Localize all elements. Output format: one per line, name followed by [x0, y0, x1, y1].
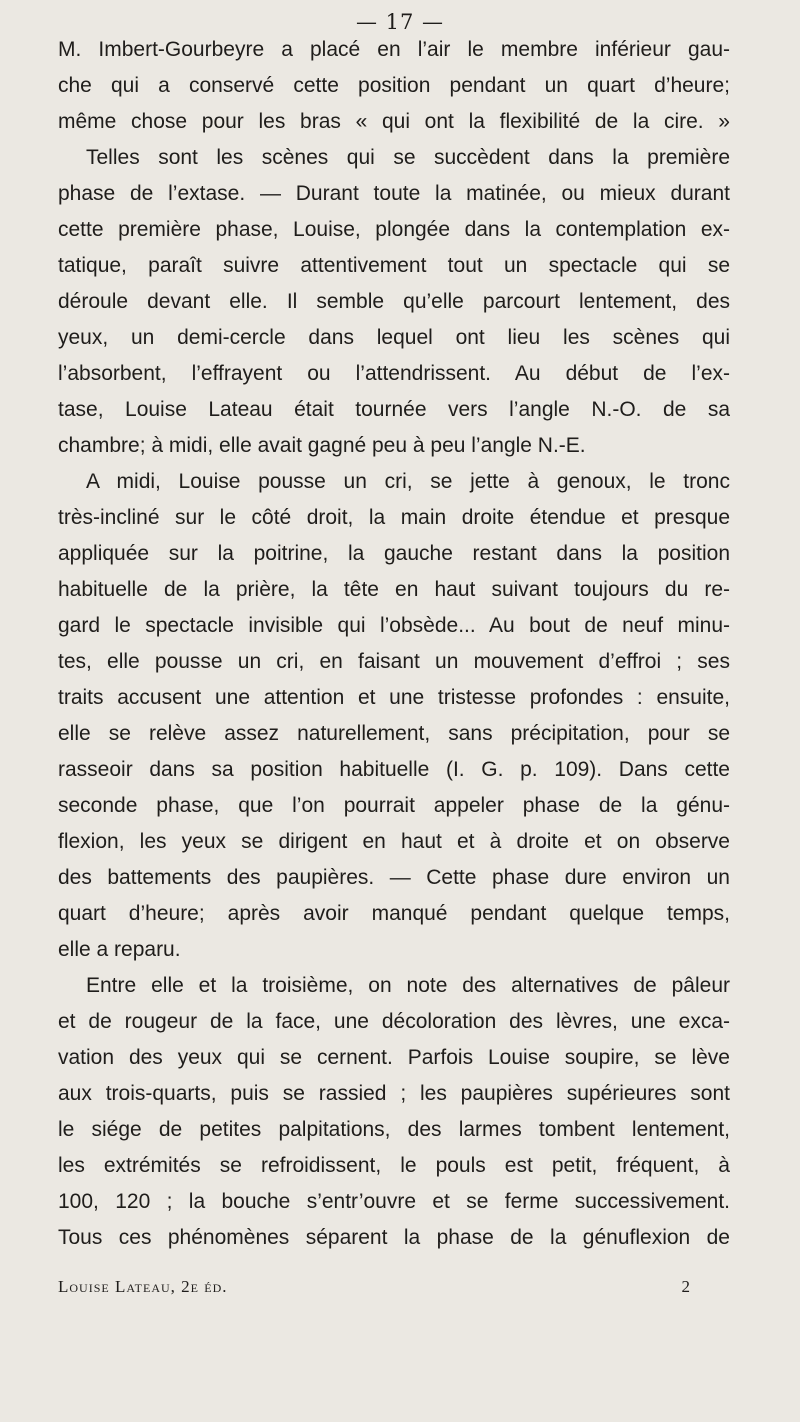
- text-line: Entre elle et la troisième, on note des alternatives de pâleur: [86, 974, 730, 997]
- text-line: aux trois-quarts, puis se rassied ; les paupières supérieures sont: [58, 1082, 730, 1105]
- text-line: traits accusent une attention et une tristesse profondes : ensuite,: [58, 686, 730, 709]
- text-line: Telles sont les scènes qui se succèdent dans la première: [86, 146, 730, 169]
- text-line: même chose pour les bras « qui ont la flexibilité de la cire. »: [58, 110, 730, 133]
- text-line: tes, elle pousse un cri, en faisant un mouvement d’effroi ; ses: [58, 650, 730, 673]
- body-text: [58, 32, 730, 1256]
- text-line: tase, Louise Lateau était tournée vers l’angle N.-O. de sa: [58, 398, 730, 421]
- text-line: elle se relève assez naturellement, sans précipitation, pour se: [58, 722, 730, 745]
- text-line: des battements des paupières. — Cette phase dure environ un: [58, 866, 730, 889]
- text-line: cette première phase, Louise, plongée dans la contemplation ex-: [58, 218, 730, 241]
- text-line: seconde phase, que l’on pourrait appeler phase de la génu-: [58, 794, 730, 817]
- text-line: elle a reparu.: [58, 938, 181, 961]
- text-line: chambre; à midi, elle avait gagné peu à peu l’angle N.-E.: [58, 434, 586, 457]
- text-line: phase de l’extase. — Durant toute la matinée, ou mieux durant: [58, 182, 730, 205]
- text-line: les extrémités se refroidissent, le pouls est petit, fréquent, à: [58, 1154, 730, 1177]
- text-line: flexion, les yeux se dirigent en haut et à droite et on observe: [58, 830, 730, 853]
- text-line: rasseoir dans sa position habituelle (I. G. p. 109). Dans cette: [58, 758, 730, 781]
- text-line: quart d’heure; après avoir manqué pendant quelque temps,: [58, 902, 730, 925]
- text-line: 100, 120 ; la bouche s’entr’ouvre et se ferme successivement.: [58, 1190, 730, 1213]
- text-line: vation des yeux qui se cernent. Parfois Louise soupire, se lève: [58, 1046, 730, 1069]
- text-line: appliquée sur la poitrine, la gauche restant dans la position: [58, 542, 730, 565]
- text-line: le siége de petites palpitations, des larmes tombent lentement,: [58, 1118, 730, 1141]
- text-line: Tous ces phénomènes séparent la phase de la génuflexion de: [58, 1226, 730, 1249]
- text-line: et de rougeur de la face, une décoloration des lèvres, une exca-: [58, 1010, 730, 1033]
- text-line: déroule devant elle. Il semble qu’elle parcourt lentement, des: [58, 290, 730, 313]
- text-line: tatique, paraît suivre attentivement tout un spectacle qui se: [58, 254, 730, 277]
- text-line: très-incliné sur le côté droit, la main droite étendue et presque: [58, 506, 730, 529]
- text-line: che qui a conservé cette position pendant un quart d’heure;: [58, 74, 730, 97]
- text-line: l’absorbent, l’effrayent ou l’attendrissent. Au début de l’ex-: [58, 362, 730, 385]
- sheet-mark: 2: [681, 1277, 690, 1296]
- text-line: A midi, Louise pousse un cri, se jette à genoux, le tronc: [86, 470, 730, 493]
- text-line: yeux, un demi-cercle dans lequel ont lieu les scènes qui: [58, 326, 730, 349]
- text-line: M. Imbert-Gourbeyre a placé en l’air le membre inférieur gau-: [58, 38, 730, 61]
- page-number: — 17 —: [355, 10, 445, 34]
- text-line: habituelle de la prière, la tête en haut suivant toujours du re-: [58, 578, 730, 601]
- page-footer: [58, 1272, 730, 1302]
- signature-mark: Louise Lateau, 2e éd.: [58, 1277, 228, 1296]
- text-line: gard le spectacle invisible qui l’obsède... Au bout de neuf minu-: [58, 614, 730, 637]
